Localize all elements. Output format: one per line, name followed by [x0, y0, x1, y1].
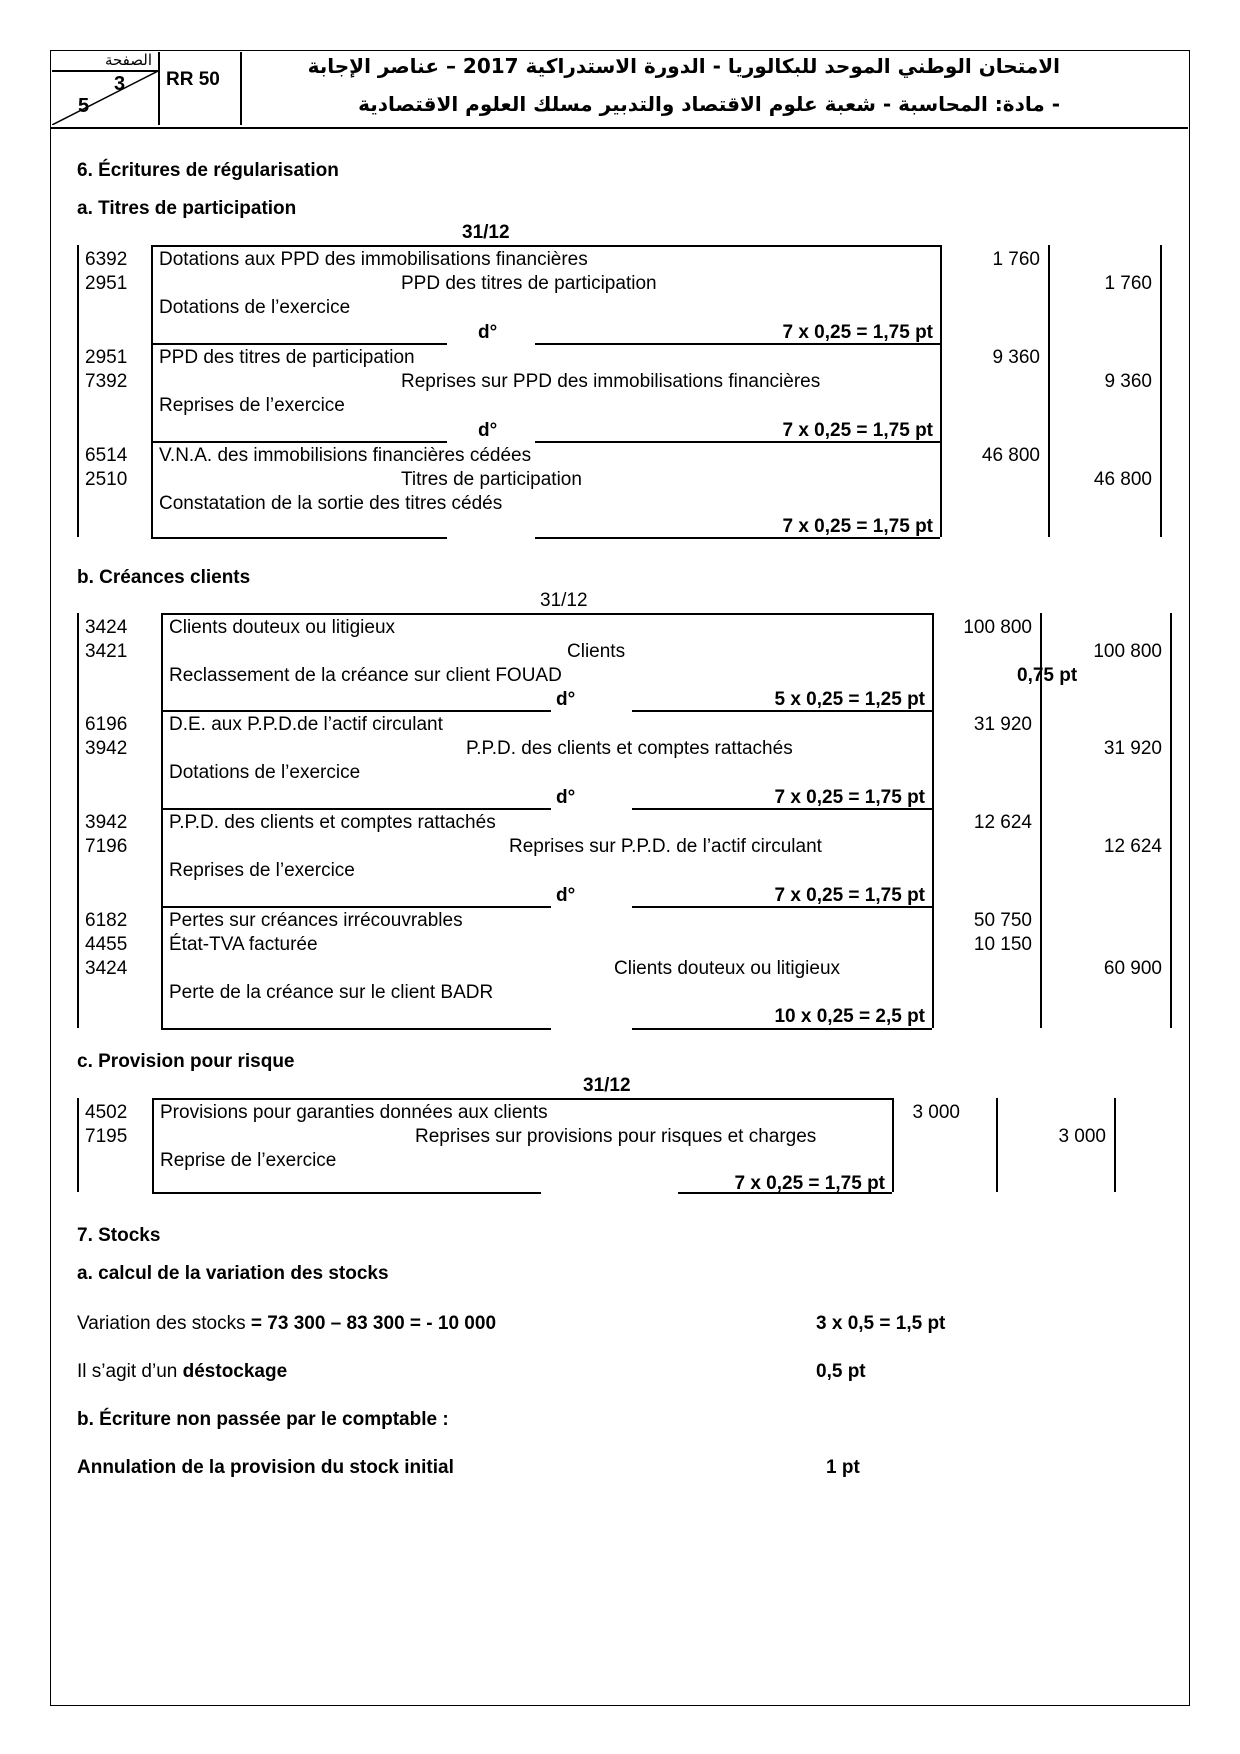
- entry-points: 7 x 0,25 = 1,75 pt: [782, 322, 933, 343]
- credit-account: 7195: [85, 1126, 128, 1147]
- entry-points: 7 x 0,25 = 1,75 pt: [774, 787, 925, 808]
- credit-account: 2951: [85, 273, 128, 294]
- entry-bottom-rule: [161, 1028, 551, 1030]
- section6-title: 6. Écritures de régularisation: [77, 160, 339, 181]
- entry-points: 7 x 0,25 = 1,75 pt: [782, 516, 933, 537]
- destock-prefix: Il s’agit d’un: [77, 1361, 178, 1382]
- entry-comment: Reclassement de la créance sur client FOUAD: [169, 665, 562, 686]
- debit-amount-2: 10 150: [973, 934, 1032, 955]
- variation-formula: = 73 300 – 83 300 = - 10 000: [250, 1313, 497, 1334]
- section6a-title: a. Titres de participation: [77, 198, 297, 219]
- debit-label: D.E. aux P.P.D.de l’actif circulant: [169, 714, 443, 735]
- debit-amount: 9 360: [992, 347, 1040, 368]
- variation-label: Variation des stocks: [77, 1313, 246, 1334]
- entry-bottom-rule: [535, 537, 940, 539]
- entry-separator: [632, 906, 932, 908]
- credit-account: 3424: [85, 958, 128, 979]
- entry-separator: [632, 808, 932, 810]
- journal-left-rule: [77, 1098, 79, 1192]
- credit-account: 2510: [85, 469, 128, 490]
- credit-amount: 100 800: [1093, 641, 1162, 662]
- debit-label: Pertes sur créances irrécouvrables: [169, 910, 463, 931]
- annulation-points: 1 pt: [826, 1457, 860, 1478]
- entry-points: 7 x 0,25 = 1,75 pt: [774, 885, 925, 906]
- ditto-mark: d°: [556, 689, 576, 710]
- journal-left-rule: [77, 613, 79, 1028]
- debit-account: 6392: [85, 249, 128, 270]
- debit-amount: 100 800: [963, 617, 1032, 638]
- debit-account: 4502: [85, 1102, 128, 1123]
- debit-amount: 1 760: [992, 249, 1040, 270]
- exam-code: RR 50: [166, 69, 220, 90]
- journal-right-rule: [1160, 245, 1162, 537]
- credit-account: 7392: [85, 371, 128, 392]
- entry-points: 7 x 0,25 = 1,75 pt: [734, 1173, 885, 1194]
- journal-label-rule: [152, 1098, 154, 1192]
- credit-amount: 31 920: [1103, 738, 1162, 759]
- entry-points: 10 x 0,25 = 2,5 pt: [774, 1006, 925, 1027]
- credit-label: Reprises sur provisions pour risques et charges: [415, 1126, 817, 1147]
- credit-amount: 9 360: [1104, 371, 1152, 392]
- debit-label: P.P.D. des clients et comptes rattachés: [169, 812, 496, 833]
- journal-label-rule: [161, 613, 163, 1028]
- credit-account: 3421: [85, 641, 128, 662]
- journal-date: 31/12: [583, 1075, 631, 1096]
- debit-amount: 50 750: [973, 910, 1032, 931]
- annulation-text: Annulation de la provision du stock initial: [77, 1457, 454, 1478]
- entry-separator: [161, 906, 551, 908]
- entry-comment: Constatation de la sortie des titres cédés: [159, 493, 503, 514]
- code-box-divider: [240, 52, 242, 125]
- credit-account: 7196: [85, 836, 128, 857]
- debit-account: 6182: [85, 910, 128, 931]
- page-label-underline: [52, 70, 160, 72]
- page-total: 5: [78, 95, 90, 117]
- debit-amount: 46 800: [981, 445, 1040, 466]
- credit-label: Clients douteux ou litigieux: [614, 958, 841, 979]
- ditto-mark: d°: [556, 787, 576, 808]
- variation-line: [77, 1314, 496, 1333]
- journal-left-rule: [77, 245, 79, 537]
- entry-top-rule: [161, 613, 932, 615]
- credit-account: 3942: [85, 738, 128, 759]
- debit-label-2: État-TVA facturée: [169, 934, 318, 955]
- entry-top-rule: [152, 1098, 892, 1100]
- debit-account: 2951: [85, 347, 128, 368]
- journal-label-rule: [151, 245, 153, 537]
- debit-account: 6196: [85, 714, 128, 735]
- credit-label: Titres de participation: [401, 469, 582, 490]
- debit-label: Provisions pour garanties données aux clients: [160, 1102, 548, 1123]
- credit-label: PPD des titres de participation: [401, 273, 657, 294]
- entry-separator: [161, 710, 551, 712]
- credit-amount: 46 800: [1093, 469, 1152, 490]
- entry-separator: [632, 710, 932, 712]
- credit-amount: 12 624: [1103, 836, 1162, 857]
- entry-comment: Reprises de l’exercice: [159, 395, 345, 416]
- debit-amount: 3 000: [912, 1102, 960, 1123]
- section6b-title: b. Créances clients: [77, 567, 251, 588]
- variation-points: 3 x 0,5 = 1,5 pt: [816, 1313, 946, 1334]
- ditto-mark: d°: [556, 885, 576, 906]
- section6c-title: c. Provision pour risque: [77, 1051, 295, 1072]
- debit-amount: 31 920: [973, 714, 1032, 735]
- journal-debit-rule: [940, 245, 942, 537]
- debit-label: V.N.A. des immobilisions financières cédées: [159, 445, 532, 466]
- destock-line: [77, 1362, 287, 1381]
- header-title-line2: - مادة: المحاسبة - شعبة علوم الاقتصاد والتدبير مسلك العلوم الاقتصادية: [358, 92, 1060, 116]
- debit-account: 3424: [85, 617, 128, 638]
- credit-label: Reprises sur P.P.D. de l’actif circulant: [509, 836, 822, 857]
- credit-amount: 1 760: [1104, 273, 1152, 294]
- extra-points: 0,75 pt: [1017, 665, 1078, 686]
- entry-separator: [535, 441, 940, 443]
- entry-comment: Dotations de l’exercice: [169, 762, 361, 783]
- page-number-diagonal: [52, 70, 160, 125]
- journal-right-rule: [1170, 613, 1172, 1028]
- journal-right-rule: [1114, 1098, 1116, 1192]
- credit-label: Clients: [567, 641, 626, 662]
- entry-separator: [535, 343, 940, 345]
- entry-comment: Dotations de l’exercice: [159, 297, 351, 318]
- journal-date: 31/12: [540, 590, 588, 611]
- page-number: 3: [114, 73, 126, 95]
- page-label: الصفحة: [104, 51, 152, 69]
- credit-label: P.P.D. des clients et comptes rattachés: [466, 738, 793, 759]
- section7b-title: b. Écriture non passée par le comptable :: [77, 1409, 449, 1430]
- debit-account: 3942: [85, 812, 128, 833]
- entry-separator: [151, 343, 447, 345]
- debit-label: PPD des titres de participation: [159, 347, 415, 368]
- entry-top-rule: [151, 245, 940, 247]
- credit-label: Reprises sur PPD des immobilisations financières: [401, 371, 821, 392]
- ditto-mark: d°: [478, 322, 498, 343]
- debit-account: 6514: [85, 445, 128, 466]
- entry-comment: Perte de la créance sur le client BADR: [169, 982, 494, 1003]
- entry-points: 5 x 0,25 = 1,25 pt: [774, 689, 925, 710]
- destock-word: déstockage: [182, 1361, 288, 1382]
- ditto-mark: d°: [478, 420, 498, 441]
- entry-bottom-rule: [151, 537, 447, 539]
- debit-label: Clients douteux ou litigieux: [169, 617, 396, 638]
- debit-label: Dotations aux PPD des immobilisations financières: [159, 249, 588, 270]
- entry-separator: [161, 808, 551, 810]
- header-title-line1: الامتحان الوطني الموحد للبكالوريا - الدورة الاستدراكية 2017 – عناصر الإجابة: [307, 54, 1060, 78]
- entry-separator: [151, 441, 447, 443]
- entry-comment: Reprises de l’exercice: [169, 860, 355, 881]
- entry-bottom-rule: [632, 1028, 932, 1030]
- destock-points: 0,5 pt: [816, 1361, 866, 1382]
- credit-amount: 60 900: [1103, 958, 1162, 979]
- section7-title: 7. Stocks: [77, 1225, 161, 1246]
- debit-account-2: 4455: [85, 934, 128, 955]
- section7a-title: a. calcul de la variation des stocks: [77, 1263, 389, 1284]
- entry-bottom-rule: [152, 1192, 541, 1194]
- entry-points: 7 x 0,25 = 1,75 pt: [782, 420, 933, 441]
- entry-comment: Reprise de l’exercice: [160, 1150, 337, 1171]
- journal-date: 31/12: [462, 222, 510, 243]
- debit-amount: 12 624: [973, 812, 1032, 833]
- credit-amount: 3 000: [1058, 1126, 1106, 1147]
